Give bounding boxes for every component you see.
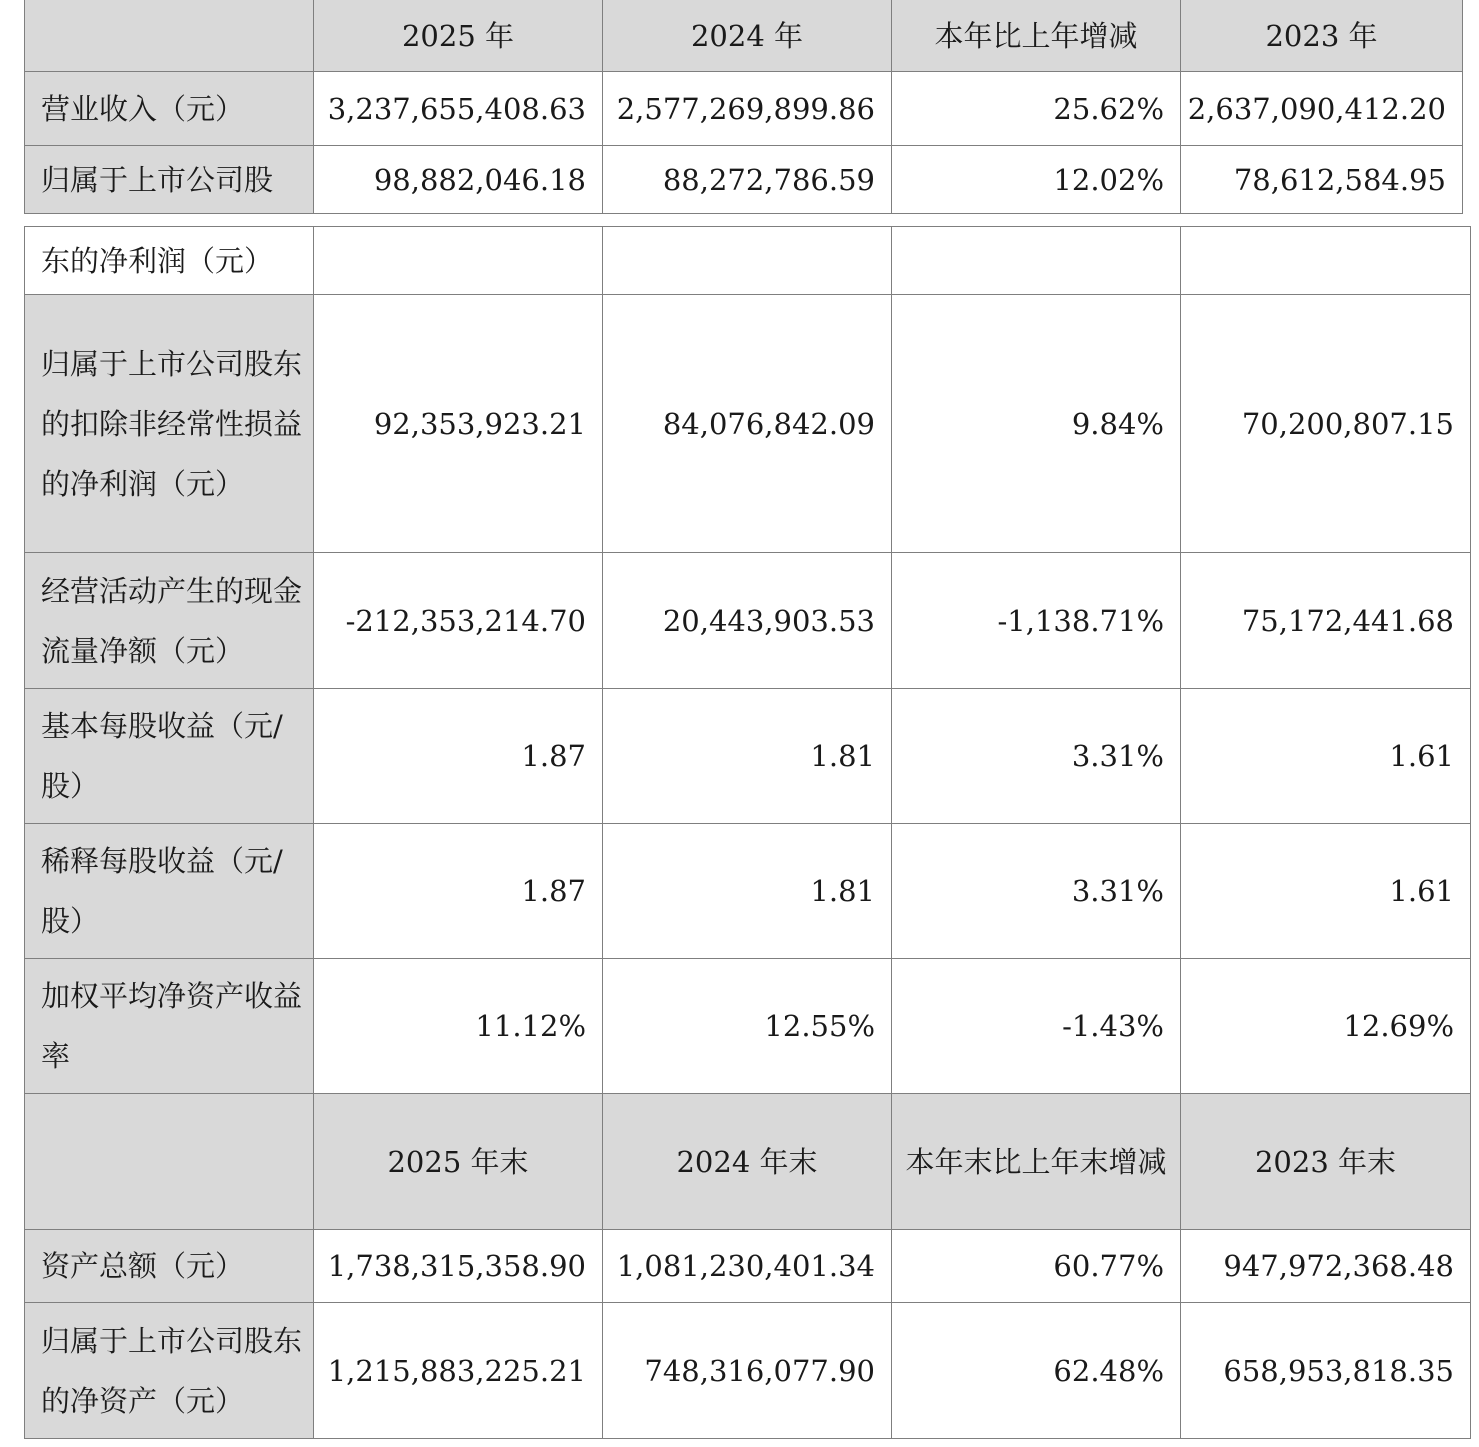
- value-2023: 1.61: [1181, 824, 1471, 959]
- value-change: 25.62%: [892, 72, 1181, 146]
- value-2024: 84,076,842.09: [603, 295, 892, 553]
- value-2025: 92,353,923.21: [314, 295, 603, 553]
- value-2025: 11.12%: [314, 959, 603, 1094]
- value-2023: 78,612,584.95: [1181, 146, 1463, 214]
- value-2025: 1,215,883,225.21: [314, 1303, 603, 1439]
- value-2024: 1.81: [603, 824, 892, 959]
- value-2023: 1.61: [1181, 689, 1471, 824]
- value-2024: 2,577,269,899.86: [603, 72, 892, 146]
- row-label: 经营活动产生的现金流量净额（元）: [25, 553, 314, 689]
- value-change: 9.84%: [892, 295, 1181, 553]
- financial-table-main: [24, 226, 1471, 1439]
- header-2025-end: 2025 年末: [314, 1094, 603, 1230]
- header-change-end: 本年末比上年末增减: [892, 1094, 1181, 1230]
- table-row-continuation: [25, 227, 1471, 295]
- table-row-net-profit: [25, 146, 1463, 214]
- value-2025: 1.87: [314, 824, 603, 959]
- header-row-year-end: [25, 1094, 1471, 1230]
- header-corner-cell: [25, 0, 314, 72]
- value-change: 12.02%: [892, 146, 1181, 214]
- header-corner-cell: [25, 1094, 314, 1230]
- value-2024: 748,316,077.90: [603, 1303, 892, 1439]
- table-row-net-assets: [25, 1303, 1471, 1439]
- empty-cell: [314, 227, 603, 295]
- value-2023: 75,172,441.68: [1181, 553, 1471, 689]
- row-label: 归属于上市公司股东的扣除非经常性损益的净利润（元）: [25, 295, 314, 553]
- value-change: 62.48%: [892, 1303, 1181, 1439]
- value-2025: 3,237,655,408.63: [314, 72, 603, 146]
- header-2024: 2024 年: [603, 0, 892, 72]
- header-change: 本年比上年增减: [892, 0, 1181, 72]
- value-change: 60.77%: [892, 1230, 1181, 1303]
- header-row: [25, 0, 1463, 72]
- value-2024: 20,443,903.53: [603, 553, 892, 689]
- table-row-roe: [25, 959, 1471, 1094]
- value-2024: 1.81: [603, 689, 892, 824]
- value-2024: 12.55%: [603, 959, 892, 1094]
- empty-cell: [1181, 227, 1471, 295]
- value-2025: -212,353,214.70: [314, 553, 603, 689]
- row-label: 营业收入（元）: [25, 72, 314, 146]
- row-label: 稀释每股收益（元/股）: [25, 824, 314, 959]
- value-2025: 1.87: [314, 689, 603, 824]
- value-2024: 88,272,786.59: [603, 146, 892, 214]
- value-2023: 70,200,807.15: [1181, 295, 1471, 553]
- value-2024: 1,081,230,401.34: [603, 1230, 892, 1303]
- row-label: 基本每股收益（元/股）: [25, 689, 314, 824]
- value-change: -1.43%: [892, 959, 1181, 1094]
- table-row-basic-eps: [25, 689, 1471, 824]
- empty-cell: [892, 227, 1181, 295]
- value-2023: 12.69%: [1181, 959, 1471, 1094]
- table-row-diluted-eps: [25, 824, 1471, 959]
- row-label: 归属于上市公司股东的净资产（元）: [25, 1303, 314, 1439]
- table-row-total-assets: [25, 1230, 1471, 1303]
- value-2023: 2,637,090,412.20: [1181, 72, 1463, 146]
- value-2023: 947,972,368.48: [1181, 1230, 1471, 1303]
- header-2023-end: 2023 年末: [1181, 1094, 1471, 1230]
- table-row-cash-flow: [25, 553, 1471, 689]
- row-label: 归属于上市公司股: [25, 146, 314, 214]
- header-2023: 2023 年: [1181, 0, 1463, 72]
- row-label: 资产总额（元）: [25, 1230, 314, 1303]
- continued-label: 东的净利润（元）: [25, 227, 314, 295]
- empty-cell: [603, 227, 892, 295]
- row-label: 加权平均净资产收益率: [25, 959, 314, 1094]
- value-2025: 98,882,046.18: [314, 146, 603, 214]
- financial-table-top: [24, 0, 1463, 214]
- value-change: 3.31%: [892, 689, 1181, 824]
- value-change: 3.31%: [892, 824, 1181, 959]
- table-row-revenue: [25, 72, 1463, 146]
- table-row-net-profit-excl: [25, 295, 1471, 553]
- header-2025: 2025 年: [314, 0, 603, 72]
- value-change: -1,138.71%: [892, 553, 1181, 689]
- value-2023: 658,953,818.35: [1181, 1303, 1471, 1439]
- header-2024-end: 2024 年末: [603, 1094, 892, 1230]
- value-2025: 1,738,315,358.90: [314, 1230, 603, 1303]
